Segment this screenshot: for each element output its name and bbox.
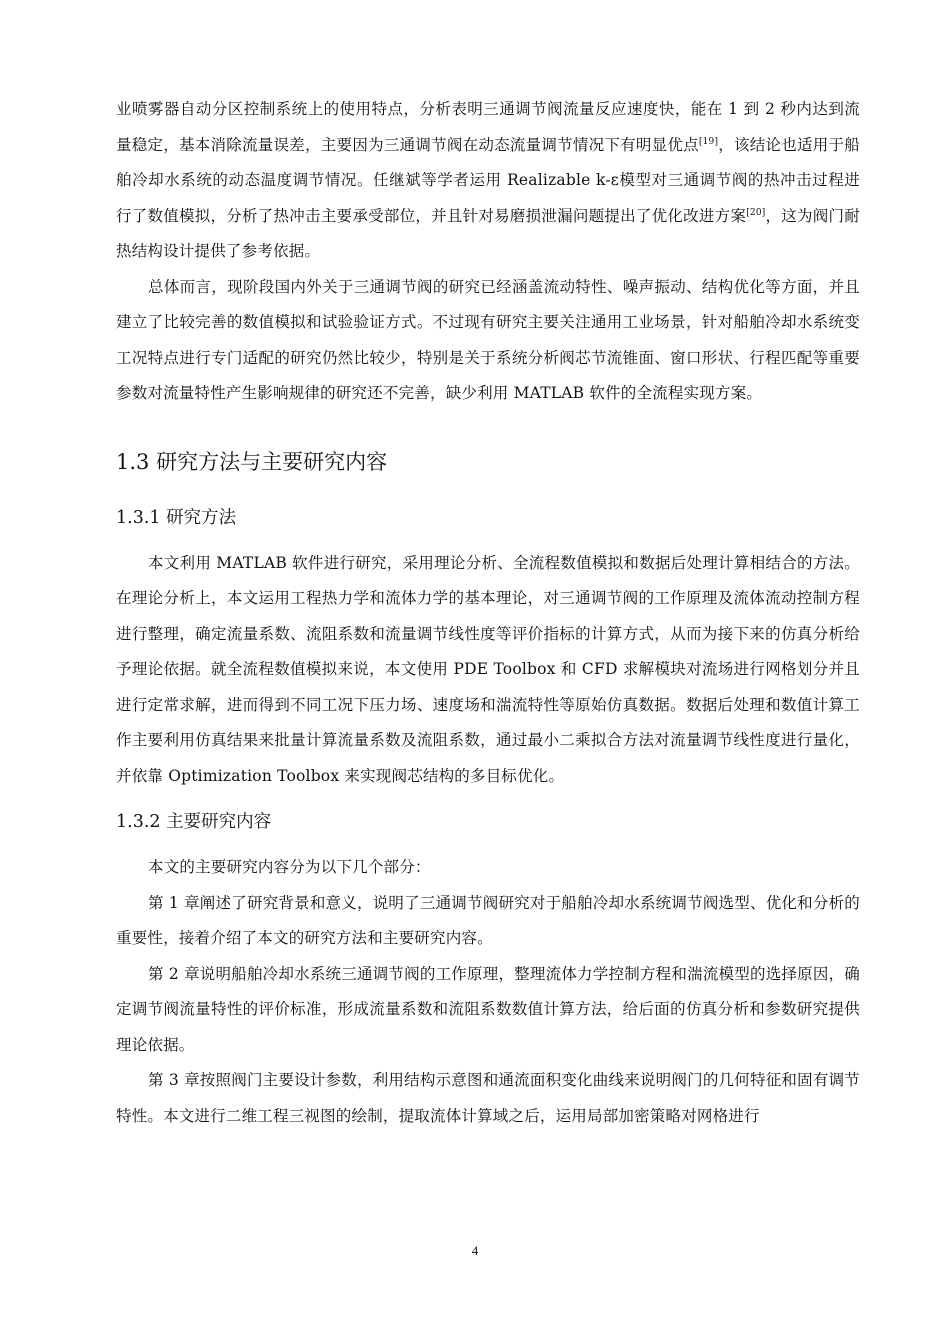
subsection-heading-contents: 1.3.2 主要研究内容 <box>116 812 272 832</box>
section-heading: 1.3 研究方法与主要研究内容 <box>116 449 388 474</box>
citation-ref: [20] <box>746 207 766 218</box>
paragraph-continued <box>116 92 860 270</box>
page-number: 4 <box>471 1243 479 1258</box>
chapter-1-paragraph: 第 1 章阐述了研究背景和意义，说明了三通调节阀研究对于船舶冷却水系统调节阀选型、优化和分析的重要性，接着介绍了本文的研究方法和主要研究内容。 <box>116 893 860 947</box>
citation-ref: [19] <box>698 136 719 147</box>
paragraph-text: 业喷雾器自动分区控制系统上的使用特点，分析表明三通调节阀流量反应速度快，能在 1 到 2 秒内达到流量稳定，基本消除流量误差，主要因为三通调节阀在动态流量调节情况下有明显优点 <box>116 100 860 154</box>
document-page <box>116 92 860 1134</box>
paragraph-text: ，这为阀门耐热结构设计提供了参考依据。 <box>116 206 860 260</box>
summary-paragraph: 总体而言，现阶段国内外关于三通调节阀的研究已经涵盖流动特性、噪声振动、结构优化等方面，并且建立了比较完善的数值模拟和试验验证方式。不过现有研究主要关注通用工业场景，针对船舶冷却水系统变工况特点进行专门适配的研究仍然比较少，特别是关于系统分析阀芯节流锥面、窗口形状、行程匹配等重要参数对流量特性产生影响规律的研究还不完善，缺少利用 MATLAB 软件的全流程实现方案。 <box>116 277 860 402</box>
subsection-heading-methods: 1.3.1 研究方法 <box>116 507 237 528</box>
chapter-2-paragraph: 第 2 章说明船舶冷却水系统三通调节阀的工作原理，整理流体力学控制方程和湍流模型的选择原因，确定调节阀流量特性的评价标准，形成流量系数和流阻系数数值计算方法，给后面的仿真分析和参数研究提供理论依据。 <box>116 964 860 1054</box>
contents-intro-paragraph: 本文的主要研究内容分为以下几个部分： <box>148 858 431 876</box>
methods-paragraph: 本文利用 MATLAB 软件进行研究，采用理论分析、全流程数值模拟和数据后处理计算相结合的方法。在理论分析上，本文运用工程热力学和流体力学的基本理论，对三通调节阀的工作原理及流体流动控制方程进行整理，确定流量系数、流阻系数和流量调节线性度等评价指标的计算方式，从而为接下来的仿真分析给予理论依据。就全流程数值模拟来说，本文使用 PDE Toolbox 和 CFD 求解模块对流场进行网格划分并且进行定常求解，进而得到不同工况下压力场、速度场和湍流特性等原始仿真数据。数据后处理和数值计算工作主要利用仿真结果来批量计算流量系数及流阻系数，通过最小二乘拟合方法对流量调节线性度进行量化，并依靠 Optimization Toolbox 来实现阀芯结构的多目标优化。 <box>116 553 860 785</box>
paragraph-text: ，该结论也适用于船舶冷却水系统的动态温度调节情况。任继斌等学者运用 Realizable k-ε模型对三通调节阀的热冲击过程进行了数值模拟，分析了热冲击主要承受部位，并且针对易磨损泄漏问题提出了优化改进方案 <box>116 135 860 225</box>
chapter-3-paragraph: 第 3 章按照阀门主要设计参数，利用结构示意图和通流面积变化曲线来说明阀门的几何特征和固有调节特性。本文进行二维工程三视图的绘制，提取流体计算域之后，运用局部加密策略对网格进行 <box>116 1071 860 1125</box>
